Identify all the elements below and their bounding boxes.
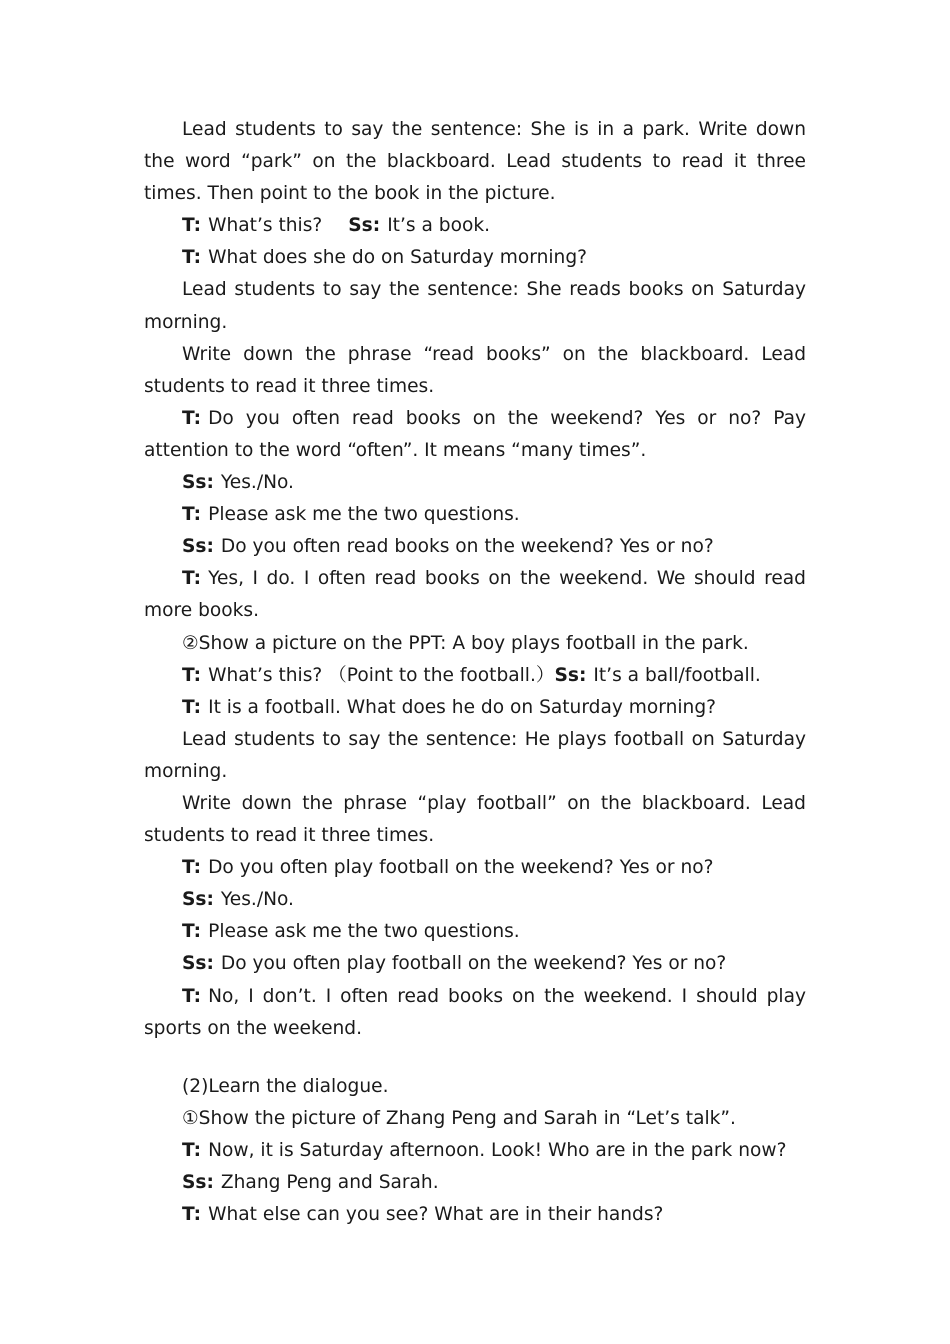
dialogue-line — [144, 467, 806, 499]
utterance: Zhang Peng and Sarah. — [220, 1172, 439, 1193]
utterance: Yes./No. — [220, 889, 294, 911]
utterance: Please ask me the two questions. — [208, 921, 520, 943]
dialogue-line — [144, 1167, 806, 1199]
speaker-label: T: — [182, 215, 202, 237]
speaker-label: T: — [182, 664, 202, 686]
utterance: Do you often play football on the weekend? Yes or no? — [220, 953, 727, 975]
instruction-paragraph: ②Show a picture on the PPT: A boy plays football in the park. — [182, 632, 749, 654]
utterance: Do you often read books on the weekend? Yes or no? — [220, 536, 714, 558]
dialogue-line — [144, 403, 806, 467]
utterance: Please ask me the two questions. — [208, 504, 520, 526]
dialogue-line — [144, 531, 806, 563]
dialogue-line — [144, 916, 806, 948]
dialogue-line — [144, 692, 806, 724]
dialogue-line — [144, 563, 806, 627]
dialogue-line — [144, 981, 806, 1045]
speaker-label: T: — [182, 1139, 202, 1161]
dialogue-line — [144, 1135, 806, 1167]
speaker-label: Ss: — [554, 664, 587, 686]
utterance: Do you often read books on the weekend? Yes or no? Pay attention to the word “often”. It means “many times”. — [144, 407, 806, 461]
utterance: It is a football. What does he do on Saturday morning? — [208, 696, 716, 718]
dialogue-line — [144, 1199, 806, 1231]
utterance: Do you often play football on the weekend? Yes or no? — [208, 857, 714, 879]
instruction-paragraph: Write down the phrase “play football” on the blackboard. Lead students to read it three times. — [144, 792, 806, 847]
speaker-label: T: — [182, 568, 202, 590]
dialogue-line — [144, 948, 806, 980]
dialogue-line — [144, 852, 806, 884]
speaker-label: Ss: — [348, 215, 381, 237]
speaker-label: Ss: — [182, 1172, 214, 1193]
utterance: Yes./No. — [220, 472, 294, 494]
dialogue-line — [144, 499, 806, 531]
instruction-paragraph: ①Show the picture of Zhang Peng and Sarah in “Let’s talk”. — [182, 1107, 736, 1129]
speaker-label: T: — [182, 921, 202, 943]
speaker-label: Ss: — [182, 536, 214, 558]
speaker-label: T: — [182, 247, 202, 269]
speaker-label: Ss: — [182, 953, 214, 975]
paragraph-spacer — [144, 1045, 806, 1071]
utterance: Yes, I do. I often read books on the weekend. We should read more books. — [144, 568, 806, 622]
speaker-label: T: — [182, 1204, 202, 1226]
instruction-paragraph: Lead students to say the sentence: She is in a park. Write down the word “park” on the blackboard. Lead students to read it three times. Then point to the book in the picture. — [144, 119, 806, 205]
instruction-paragraph: Write down the phrase “read books” on the blackboard. Lead students to read it three times. — [144, 343, 806, 397]
speaker-label: T: — [182, 857, 202, 879]
speaker-label: T: — [182, 985, 202, 1007]
dialogue-line — [144, 242, 806, 274]
utterance: Now, it is Saturday afternoon. Look! Who are in the park now? — [208, 1139, 787, 1161]
utterance: What does she do on Saturday morning? — [208, 247, 587, 269]
dialogue-line — [144, 884, 806, 916]
utterance: What’s this? （Point to the football.） — [208, 664, 555, 686]
utterance: What else can you see? What are in their hands? — [208, 1204, 664, 1226]
utterance: It’s a ball/football. — [593, 664, 761, 686]
speaker-label: T: — [182, 504, 202, 526]
utterance: What’s this? — [208, 215, 323, 237]
section-heading: (2)Learn the dialogue. — [182, 1075, 389, 1097]
utterance: It’s a book. — [387, 215, 491, 237]
instruction-paragraph: Lead students to say the sentence: She reads books on Saturday morning. — [144, 279, 806, 333]
speaker-label: Ss: — [182, 472, 214, 494]
dialogue-line — [144, 660, 806, 692]
dialogue-line — [144, 210, 806, 242]
utterance: No, I don’t. I often read books on the weekend. I should play sports on the weekend. — [144, 985, 806, 1039]
speaker-label: Ss: — [182, 889, 214, 911]
instruction-paragraph: Lead students to say the sentence: He plays football on Saturday morning. — [144, 728, 806, 782]
speaker-label: T: — [182, 407, 202, 429]
document-page — [144, 114, 806, 1231]
speaker-label: T: — [182, 696, 202, 718]
